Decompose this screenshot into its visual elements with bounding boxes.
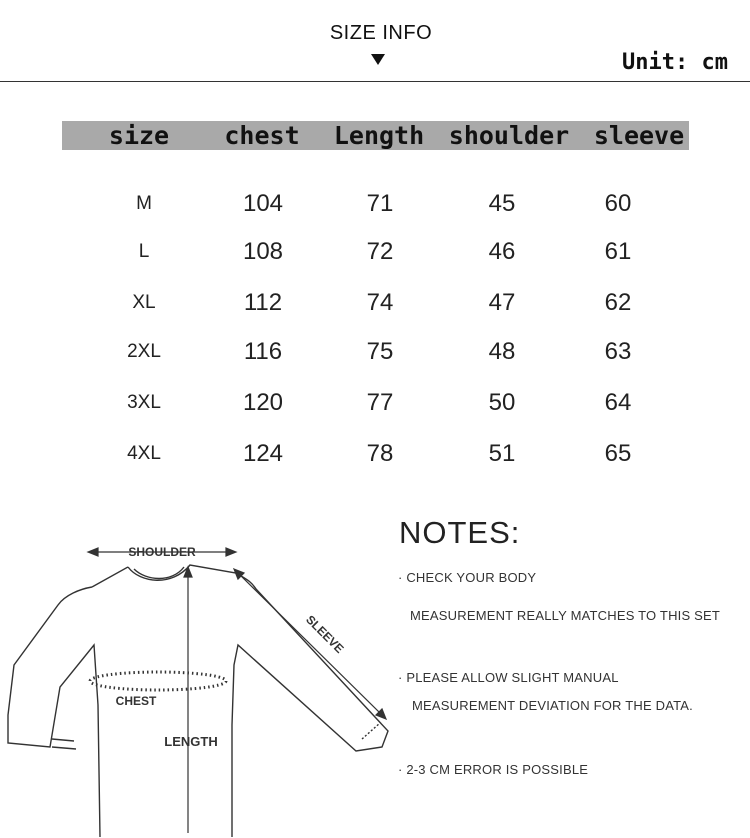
divider [0,81,750,82]
chest-ellipse [90,672,226,690]
cell-size: L [138,241,150,262]
cell-chest: 112 [243,289,283,316]
header-shoulder: shoulder [448,121,570,150]
header-sleeve: sleeve [593,121,685,150]
note-line: · CHECK YOUR BODY [398,570,537,585]
table-header [62,121,689,150]
cell-size: XL [132,292,156,313]
cell-sleeve: 65 [604,440,632,467]
unit-label: Unit: cm [622,50,728,75]
cell-size: 3XL [127,392,161,413]
length-label: LENGTH [164,734,218,749]
cell-chest: 116 [243,338,283,365]
cell-length: 75 [366,338,394,365]
note-line: · PLEASE ALLOW SLIGHT MANUAL [398,670,619,685]
cell-length: 77 [366,389,394,416]
cell-chest: 104 [242,190,284,217]
sleeve-label: SLEEVE [303,612,347,656]
cell-sleeve: 64 [604,389,632,416]
notes-title: NOTES: [399,515,521,550]
shirt-outline [8,565,388,837]
page-title: SIZE INFO [329,22,433,44]
cell-sleeve: 62 [604,289,632,316]
caret-down-icon [371,54,385,65]
chest-label: CHEST [115,694,157,708]
cell-shoulder: 50 [488,389,516,416]
cell-length: 78 [366,440,394,467]
shoulder-label: SHOULDER [128,545,196,559]
header-chest: chest [224,121,300,150]
note-line: MEASUREMENT DEVIATION FOR THE DATA. [412,698,693,713]
cell-shoulder: 45 [488,190,516,217]
cell-chest: 120 [242,389,284,416]
cell-length: 74 [366,289,394,316]
note-line: · 2-3 CM ERROR IS POSSIBLE [398,762,589,777]
cell-shoulder: 47 [488,289,516,316]
note-line: MEASUREMENT REALLY MATCHES TO THIS SET [410,608,721,623]
shirt-diagram [0,525,390,838]
header-size: size [108,121,170,150]
cell-chest: 124 [242,440,284,467]
cell-size: 4XL [127,443,161,464]
cell-length: 72 [366,238,394,265]
cell-shoulder: 51 [488,440,516,467]
cell-size: 2XL [127,341,161,362]
cell-sleeve: 63 [604,338,632,365]
cell-shoulder: 46 [488,238,516,265]
cell-length: 71 [366,190,394,217]
cell-chest: 108 [242,238,284,265]
cell-sleeve: 61 [604,238,632,265]
cell-size: M [136,193,152,214]
right-cuff [362,723,380,739]
header-length: Length [333,121,425,150]
cell-shoulder: 48 [488,338,516,365]
cell-sleeve: 60 [604,190,632,217]
left-cuff [52,739,76,749]
